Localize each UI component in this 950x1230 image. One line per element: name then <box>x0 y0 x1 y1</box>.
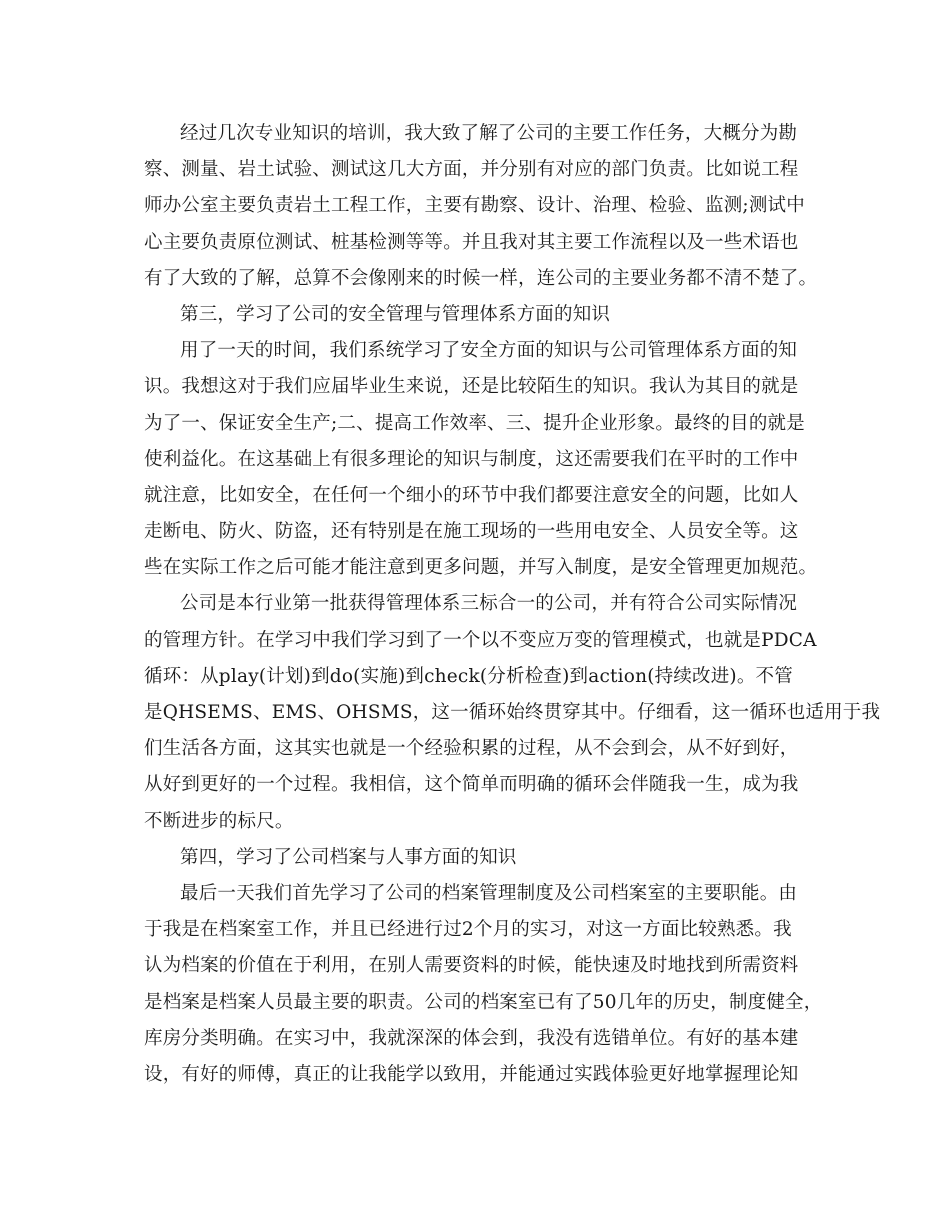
text-line: 从好到更好的一个过程。我相信，这个简单而明确的循环会伴随我一生，成为我 <box>144 774 799 796</box>
text-line: 有了大致的了解，总算不会像刚来的时候一样，连公司的主要业务都不清不楚了。 <box>144 267 818 289</box>
text-line: 些在实际工作之后可能才能注意到更多问题，并写入制度，是安全管理更加规范。 <box>144 557 818 579</box>
text-line: 察、测量、岩土试验、测试这几大方面，并分别有对应的部门负责。比如说工程 <box>144 159 799 181</box>
text-line: 不断进步的标尺。 <box>144 810 294 832</box>
text-line: 的管理方针。在学习中我们学习到了一个以不变应万变的管理模式，也就是PDCA <box>144 629 817 651</box>
paragraph-start-line: 用了一天的时间，我们系统学习了安全方面的知识与公司管理体系方面的知 <box>180 340 798 362</box>
text-line: 库房分类明确。在实习中，我就深深的体会到，我没有选错单位。有好的基本建 <box>144 1027 799 1049</box>
paragraph-start-line: 第三，学习了公司的安全管理与管理体系方面的知识 <box>180 303 611 325</box>
text-line: 师办公室主要负责岩土工程工作，主要有勘察、设计、治理、检验、监测;测试中 <box>144 195 805 217</box>
text-line: 心主要负责原位测试、桩基检测等等。并且我对其主要工作流程以及一些术语也 <box>144 231 799 253</box>
text-line: 设，有好的师傅，真正的让我能学以致用，并能通过实践体验更好地掌握理论知 <box>144 1063 799 1085</box>
text-line: 是档案是档案人员最主要的职责。公司的档案室已有了50几年的历史，制度健全， <box>144 991 823 1013</box>
text-line: 于我是在档案室工作，并且已经进行过2个月的实习，对这一方面比较熟悉。我 <box>144 919 792 941</box>
text-line: 走断电、防火、防盗，还有特别是在施工现场的一些用电安全、人员安全等。这 <box>144 521 799 543</box>
text-line: 是QHSEMS、EMS、OHSMS，这一循环始终贯穿其中。仔细看，这一循环也适用于我 <box>144 702 881 723</box>
text-line: 循环：从play(计划)到do(实施)到check(分析检查)到action(持续改进)。不管 <box>144 665 793 687</box>
text-line: 识。我想这对于我们应届毕业生来说，还是比较陌生的知识。我认为其目的就是 <box>144 376 799 398</box>
text-line: 认为档案的价值在于利用，在别人需要资料的时候，能快速及时地找到所需资料 <box>144 955 799 977</box>
paragraph-start-line: 经过几次专业知识的培训，我大致了解了公司的主要工作任务，大概分为勘 <box>180 123 798 144</box>
paragraph-start-line: 第四，学习了公司档案与人事方面的知识 <box>180 846 517 868</box>
paragraph-start-line: 公司是本行业第一批获得管理体系三标合一的公司，并有符合公司实际情况 <box>180 593 798 615</box>
text-line: 使利益化。在这基础上有很多理论的知识与制度，这还需要我们在平时的工作中 <box>144 448 799 470</box>
text-line: 就注意，比如安全，在任何一个细小的环节中我们都要注意安全的问题，比如人 <box>144 484 799 506</box>
text-line: 为了一、保证安全生产;二、提高工作效率、三、提升企业形象。最终的目的就是 <box>144 412 805 434</box>
paragraph-start-line: 最后一天我们首先学习了公司的档案管理制度及公司档案室的主要职能。由 <box>180 882 798 904</box>
body-text <box>144 116 881 1093</box>
text-line: 们生活各方面，这其实也就是一个经验积累的过程，从不会到会，从不好到好， <box>144 738 799 760</box>
